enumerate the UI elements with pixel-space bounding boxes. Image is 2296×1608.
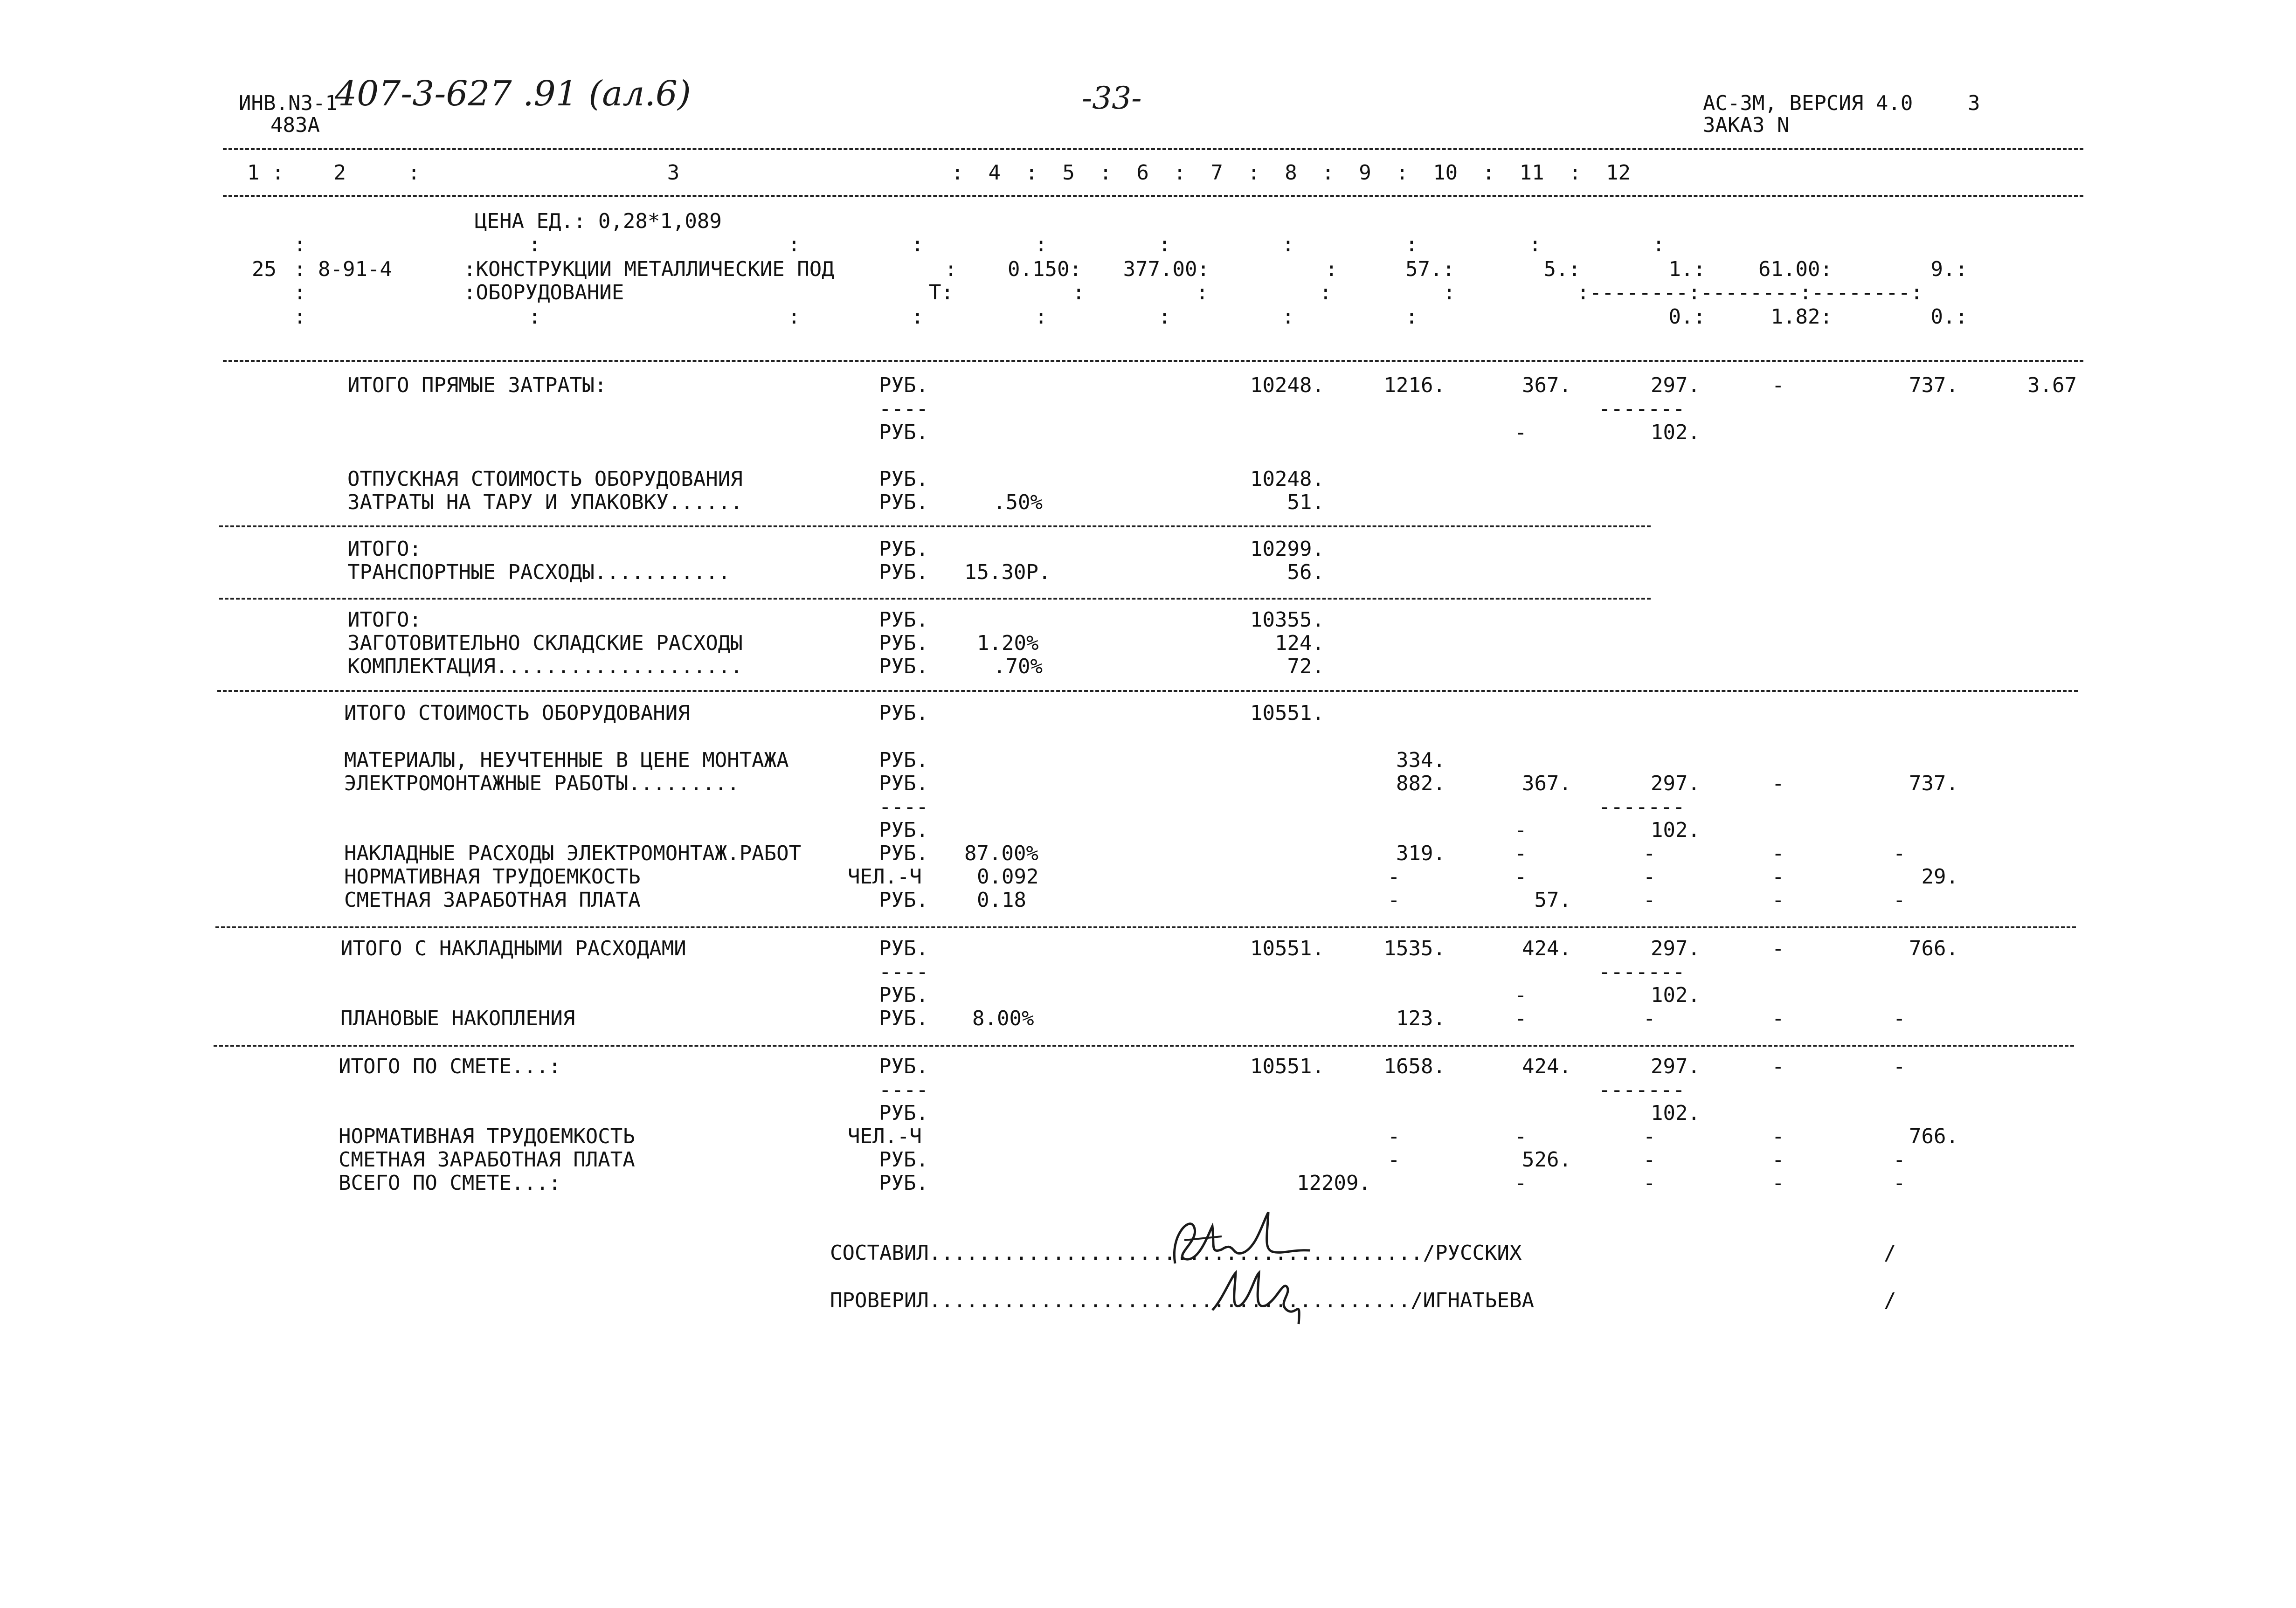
item-col7: 57.: [1405,257,1455,281]
checked-by-end: / [1884,1289,1896,1312]
version-label: АС-3М, ВЕРСИЯ 4.0 [1703,91,1913,115]
total2-c6: 10355. [1250,608,1324,632]
item-col10: 61.00: [1758,257,1833,281]
item-no: 25 [252,257,277,281]
checked-by-line: ПРОВЕРИЛ......................................./ИГНАТЬЕВА [830,1289,1534,1312]
package-label: ЗАТРАТЫ НА ТАРУ И УПАКОВКУ...... [347,490,743,514]
materials-c7: 334. [1396,748,1445,772]
direct-costs-unit: РУБ. [879,373,928,397]
rule-4 [215,926,2076,928]
estimate-total-c7: 1658. [1383,1055,1445,1078]
labor-label: НОРМАТИВНАЯ ТРУДОЕМКОСТЬ [344,865,641,889]
wage-c8: 57. [1534,888,1571,912]
composed-by-end: / [1884,1241,1896,1265]
wage-value: 0.18 [977,888,1026,912]
transport-rate: 15.30Р. [964,560,1051,584]
wage2-label: СМЕТНАЯ ЗАРАБОТНАЯ ПЛАТА [339,1148,635,1172]
equipment-total-c6: 10551. [1250,701,1324,725]
planned-pct: 8.00% [972,1007,1034,1030]
direct-costs-c12: 3.67 [2027,373,2077,397]
items-end-rule [223,360,2083,362]
labor2-c11: 766. [1909,1125,1958,1148]
col-11: 11 [1519,161,1544,185]
inventory-label: ИНВ.N3-1 [239,91,338,115]
complect-pct: .70% [993,655,1043,678]
col-6: 6 [1136,161,1149,185]
version-number: 3 [1968,91,1980,115]
storage-c6: 124. [1275,631,1324,655]
grand-total-c6: 12209. [1297,1171,1371,1195]
col-1: 1 [247,161,260,185]
col-8: 8 [1285,161,1297,185]
item-unit: Т: [929,281,954,304]
complect-label: КОМПЛЕКТАЦИЯ.................... [347,655,743,678]
item-sub-col10: 1.82: [1770,305,1833,329]
total1-c6: 10299. [1250,537,1324,561]
labor2-label: НОРМАТИВНАЯ ТРУДОЕМКОСТЬ [339,1125,635,1148]
with-overhead-c11: 766. [1909,937,1958,960]
col-4: 4 [988,161,1001,185]
order-label: ЗАКАЗ N [1703,113,1790,137]
package-c6: 51. [1287,490,1324,514]
header-bottom-rule [223,195,2083,197]
item-price: 377.00: [1123,257,1210,281]
col-2: 2 [333,161,346,185]
rule-1 [219,525,1651,527]
with-overhead-c9b: 102. [1651,983,1700,1007]
col-7: 7 [1210,161,1223,185]
wage2-c8: 526. [1522,1148,1571,1172]
storage-label: ЗАГОТОВИТЕЛЬНО СКЛАДСКИЕ РАСХОДЫ [347,631,743,655]
direct-costs-c10: - [1772,373,1784,397]
direct-costs-c11: 737. [1909,373,1958,397]
with-overhead-c8: 424. [1522,937,1571,960]
electro-c7: 882. [1396,772,1445,795]
labor-c11: 29. [1921,865,1958,889]
storage-pct: 1.20% [977,631,1039,655]
item-qty: 0.150: [1008,257,1082,281]
package-pct: .50% [993,490,1043,514]
grand-total-label: ВСЕГО ПО СМЕТЕ...: [339,1171,561,1195]
labor-value: 0.092 [977,865,1039,889]
item-separators-top: : : : : : : : : : : [294,233,1665,256]
col-9: 9 [1359,161,1371,185]
page-number: -33- [1082,80,1142,116]
direct-costs-unit2: РУБ. [879,421,928,444]
item-sub-col9: 0.: [1668,305,1706,329]
overhead-pct: 87.00% [964,842,1038,865]
col-12: 12 [1606,161,1631,185]
estimate-total-c8: 424. [1522,1055,1571,1078]
item-col9: 1.: [1668,257,1706,281]
estimate-total-label: ИТОГО ПО СМЕТЕ...: [339,1055,561,1078]
item-code: 8-91-4 [318,257,392,281]
estimate-total-c9b: 102. [1651,1101,1700,1125]
item-subdivider: :--------:--------:--------: [1577,281,1923,304]
direct-costs-c6: 10248. [1250,373,1324,397]
estimate-total-c9: 297. [1651,1055,1700,1078]
transport-c6: 56. [1287,560,1324,584]
direct-costs-c8b: - [1515,421,1527,444]
direct-costs-c7: 1216. [1383,373,1445,397]
item-col11: 9.: [1930,257,1968,281]
direct-costs-label: ИТОГО ПРЯМЫЕ ЗАТРАТЫ: [347,373,607,397]
materials-label: МАТЕРИАЛЫ, НЕУЧТЕННЫЕ В ЦЕНЕ МОНТАЖА [344,748,789,772]
equipment-total-label: ИТОГО СТОИМОСТЬ ОБОРУДОВАНИЯ [344,701,690,725]
col-3: 3 [667,161,680,185]
rule-3 [217,690,2078,692]
electro-label: ЭЛЕКТРОМОНТАЖНЫЕ РАБОТЫ......... [344,772,740,795]
with-overhead-c6: 10551. [1250,937,1324,960]
equipment-cost-label: ОТПУСКНАЯ СТОИМОСТЬ ОБОРУДОВАНИЯ [347,467,743,491]
with-overhead-label: ИТОГО С НАКЛАДНЫМИ РАСХОДАМИ [340,937,686,960]
electro-c8: 367. [1522,772,1571,795]
electro-c9b: 102. [1651,818,1700,842]
transport-label: ТРАНСПОРТНЫЕ РАСХОДЫ........... [347,560,731,584]
header-top-rule [223,148,2083,150]
estimate-total-c6: 10551. [1250,1055,1324,1078]
total1-label: ИТОГО: [347,537,422,561]
overhead-c7: 319. [1396,842,1445,865]
rule-2 [219,598,1651,600]
wage-label: СМЕТНАЯ ЗАРАБОТНАЯ ПЛАТА [344,888,641,912]
sub-number: 483А [270,113,320,137]
with-overhead-c7: 1535. [1383,937,1445,960]
direct-costs-c9b: 102. [1651,421,1700,444]
overhead-label: НАКЛАДНЫЕ РАСХОДЫ ЭЛЕКТРОМОНТАЖ.РАБОТ [344,842,802,865]
price-unit: ЦЕНА ЕД.: 0,28*1,089 [475,209,722,233]
planned-label: ПЛАНОВЫЕ НАКОПЛЕНИЯ [340,1007,575,1030]
col-10: 10 [1433,161,1458,185]
item-col8: 5.: [1543,257,1581,281]
direct-costs-c8: 367. [1522,373,1571,397]
inventory-handwritten-number: 407-3-627 .91 (ал.6) [335,74,691,114]
composed-by-line: СОСТАВИЛ......................................../РУССКИХ [830,1241,1522,1265]
equipment-cost-c6: 10248. [1250,467,1324,491]
signature-checked [1208,1259,1329,1329]
item-sub-col11: 0.: [1930,305,1968,329]
rule-5 [214,1045,2074,1047]
column-header-row: 1 : 2 : 3 : 4 : 5 : 6 : 7 : 8 : 9 : 10 : 11 : 12 [247,161,1631,185]
planned-c7: 123. [1396,1007,1445,1030]
direct-costs-c9: 297. [1651,373,1700,397]
with-overhead-c9: 297. [1651,937,1700,960]
total2-label: ИТОГО: [347,608,422,632]
electro-c11: 737. [1909,772,1958,795]
col-5: 5 [1062,161,1075,185]
complect-c6: 72. [1287,655,1324,678]
item-name-line1: :КОНСТРУКЦИИ МЕТАЛЛИЧЕСКИЕ ПОД [463,257,834,281]
item-name-line2: :ОБОРУДОВАНИЕ [463,281,624,304]
electro-c9: 297. [1651,772,1700,795]
